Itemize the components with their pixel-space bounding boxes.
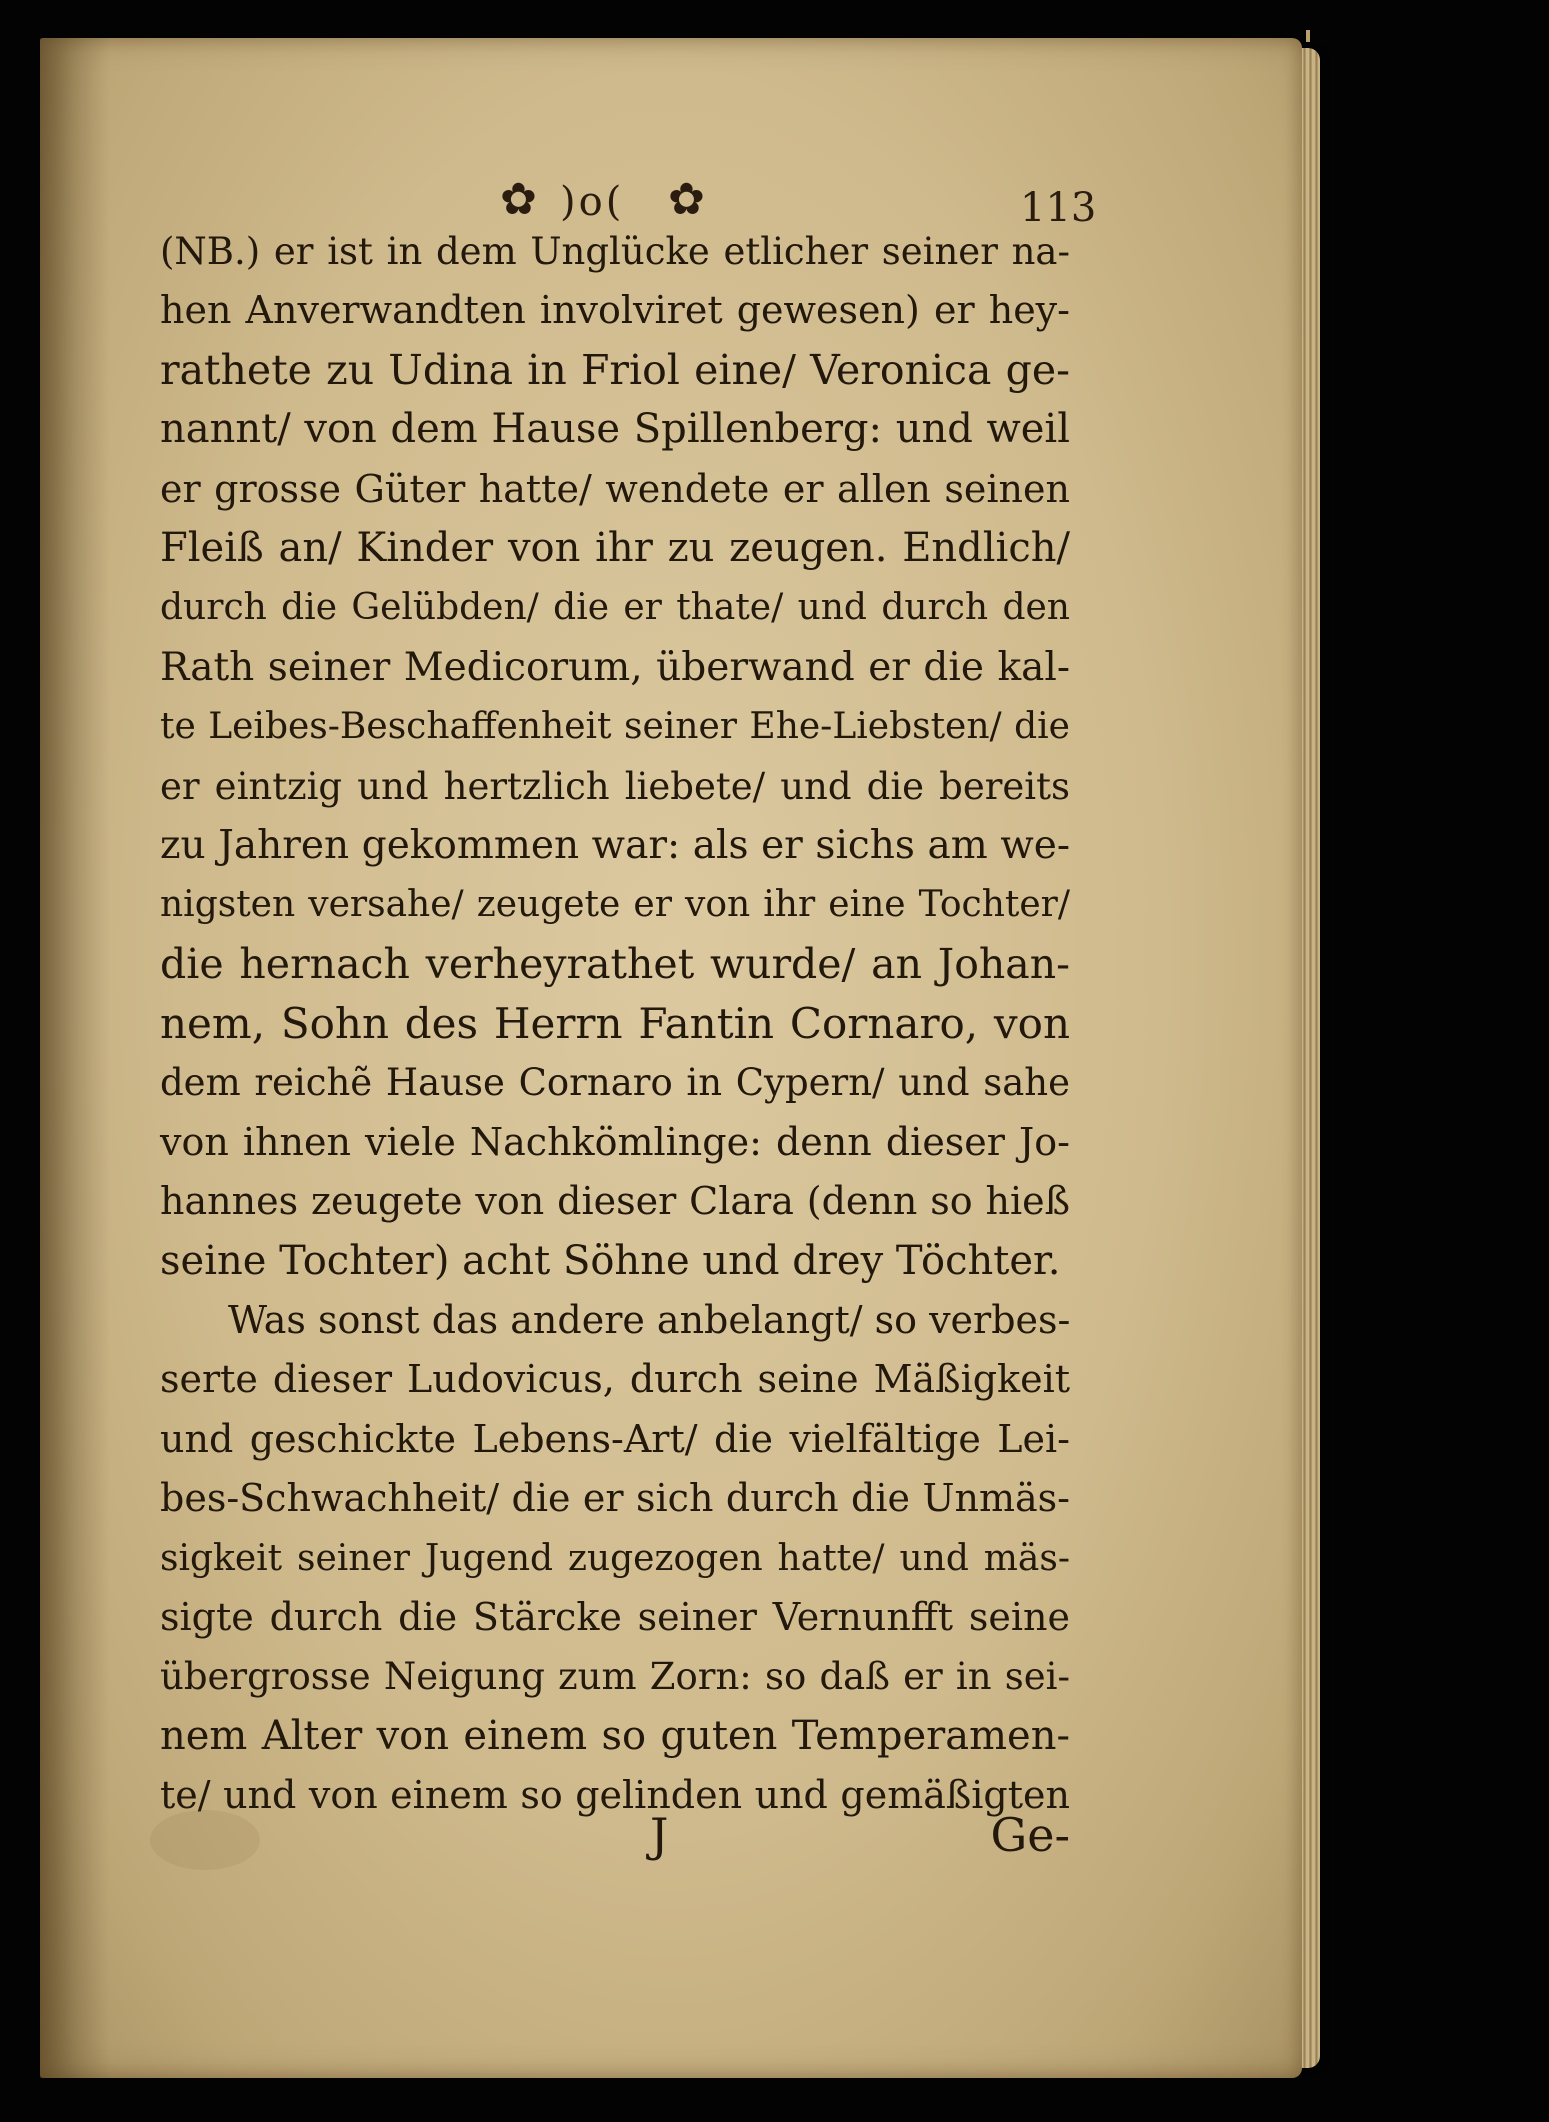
text-line: nigsten versahe/ zeugete er von ihr eine Tochter/: [160, 884, 1070, 926]
text-line: Fleiß an/ Kinder von ihr zu zeugen. Endlich/: [160, 524, 1070, 571]
text-line: bes-Schwachheit/ die er sich durch die Unmäs-: [160, 1476, 1070, 1521]
text-line: hen Anverwandten involviret gewesen) er hey-: [160, 288, 1070, 333]
text-line: durch die Gelübden/ die er thate/ und durch den: [160, 587, 1070, 629]
header-ornament-mark: )o(: [560, 179, 625, 225]
text-line: (NB.) er ist in dem Unglücke etlicher seiner na-: [160, 230, 1070, 273]
text-line: übergrosse Neigung zum Zorn: so daß er in sei-: [160, 1655, 1070, 1699]
text-line: rathete zu Udina in Friol eine/ Veronica ge-: [160, 345, 1070, 394]
text-line: te/ und von einem so gelinden und gemäßigten: [160, 1773, 1070, 1818]
text-line: nem Alter von einem so guten Temperamen-: [160, 1712, 1070, 1759]
ornament-right-icon: ✿: [668, 174, 705, 225]
catchword: Ge-: [990, 1808, 1070, 1862]
body-text: [160, 222, 1070, 1826]
text-line: zu Jahren gekommen war: als er sichs am we-: [160, 822, 1070, 868]
page-number: 113: [1020, 185, 1097, 231]
text-line: von ihnen viele Nachkömlinge: denn dieser Jo-: [160, 1119, 1070, 1164]
page-footer: [160, 1808, 1070, 1868]
text-line: und geschickte Lebens-Art/ die vielfältige Lei-: [160, 1416, 1070, 1461]
text-line: Was sonst das andere anbelangt/ so verbes-: [228, 1298, 1071, 1343]
text-line: seine Tochter) acht Söhne und drey Töchter.: [160, 1237, 1061, 1284]
text-line: hannes zeugete von dieser Clara (denn so hieß: [160, 1179, 1070, 1224]
text-line: nem, Sohn des Herrn Fantin Cornaro, von: [160, 999, 1070, 1049]
text-line: er eintzig und hertzlich liebete/ und die bereits: [160, 764, 1070, 808]
page-corner-mark: [1306, 30, 1310, 42]
text-line: Rath seiner Medicorum, überwand er die kal-: [160, 644, 1070, 690]
text-line: die hernach verheyrathet wurde/ an Johan-: [160, 939, 1070, 988]
text-line: te Leibes-Beschaffenheit seiner Ehe-Liebsten/ die: [160, 706, 1070, 748]
text-line: sigkeit seiner Jugend zugezogen hatte/ und mäs-: [160, 1537, 1070, 1579]
text-line: serte dieser Ludovicus, durch seine Mäßigkeit: [160, 1357, 1070, 1402]
text-line: nannt/ von dem Hause Spillenberg: und weil: [160, 406, 1070, 453]
ornament-left-icon: ✿: [500, 174, 537, 225]
text-line: sigte durch die Stärcke seiner Vernunfft seine: [160, 1594, 1070, 1639]
text-line: er grosse Güter hatte/ wendete er allen seinen: [160, 466, 1070, 511]
signature-mark: J: [650, 1808, 669, 1862]
text-line: dem reichẽ Hause Cornaro in Cypern/ und sahe: [160, 1061, 1070, 1105]
